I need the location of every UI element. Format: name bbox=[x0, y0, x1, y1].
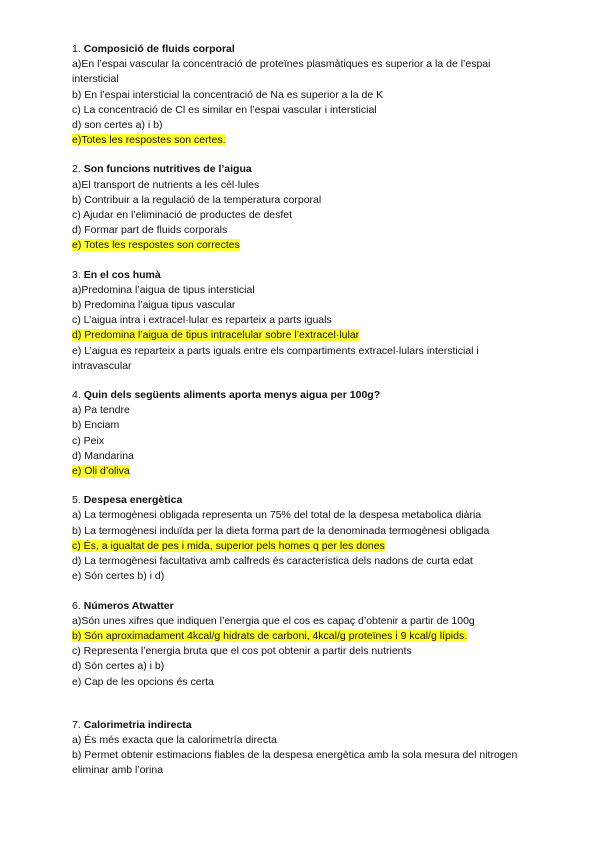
question-title bbox=[72, 388, 528, 403]
question-text: Quin dels següents aliments aporta menys aigua per 100g? bbox=[83, 389, 381, 402]
answer-option: a) La termogènesi obligada representa un 75% del total de la despesa metabolica diària bbox=[72, 509, 482, 522]
question-text: Calorimetria indirecta bbox=[83, 718, 192, 731]
answer-option: c) Ajudar en l’eliminació de productes de desfet bbox=[72, 209, 293, 222]
question-number: 2. bbox=[72, 163, 81, 176]
question-title bbox=[72, 493, 528, 508]
question-4 bbox=[72, 388, 528, 479]
answer-option: e) Són certes b) i d) bbox=[72, 570, 165, 583]
question-number: 5. bbox=[72, 494, 81, 507]
question-title bbox=[72, 268, 528, 283]
question-number: 7. bbox=[72, 718, 81, 731]
question-number: 4. bbox=[72, 389, 81, 402]
answer-option-highlighted: e)Totes les respostes son certes. bbox=[72, 134, 226, 147]
question-text: Números Atwatter bbox=[83, 599, 174, 612]
answer-option-highlighted: e) Oli d’oliva bbox=[72, 465, 130, 478]
answer-option: e) L’aigua es reparteix a parts iguals entre els compartiments extracel·lulars intersticial i intravascular bbox=[72, 344, 479, 372]
question-title bbox=[72, 42, 528, 57]
question-title bbox=[72, 599, 528, 614]
question-text: En el cos humà bbox=[83, 268, 161, 281]
answer-option-highlighted: d) Predomina l’aigua de tipus intracelular sobre l’extracel·lular bbox=[72, 329, 360, 342]
answer-option: b) La termogènesi induïda per la dieta forma part de la denominada termogènesi obligada bbox=[72, 524, 490, 537]
answer-option-highlighted: c) És, a igualtat de pes i mida, superior pels homes q per les dones bbox=[72, 539, 385, 552]
question-title bbox=[72, 718, 528, 733]
answer-option: c) Representa l’energia bruta que el cos pot obtenir a partir dels nutrients bbox=[72, 645, 412, 658]
answer-option: d) Formar part de fluids corporals bbox=[72, 224, 228, 237]
answer-option: b) Permet obtenir estimacions fiables de la despesa energètica amb la sola mesura del nitrogen eliminar amb l’orina bbox=[72, 749, 518, 777]
answer-option: e) Cap de les opcions és certa bbox=[72, 675, 214, 688]
question-text: Despesa energètica bbox=[83, 494, 183, 507]
question-7 bbox=[72, 718, 528, 779]
answer-option-highlighted: b) Són aproximadament 4kcal/g hidrats de carboni, 4kcal/g proteïnes i 9 kcal/g lípids. bbox=[72, 629, 468, 642]
question-title bbox=[72, 162, 528, 177]
question-3 bbox=[72, 268, 528, 374]
spacer bbox=[72, 704, 528, 718]
answer-option: a)El transport de nutrients a les cèl·lules bbox=[72, 178, 260, 191]
answer-option: d) La termogènesi facultativa amb calfreds és característica dels nadons de curta edat bbox=[72, 555, 473, 568]
answer-option: a)En l’espai vascular la concentració de proteïnes plasmàtiques es superior a la de l’espai intersticial bbox=[72, 58, 491, 86]
question-text: Son funcions nutritives de l’aigua bbox=[83, 163, 252, 176]
question-number: 1. bbox=[72, 43, 81, 55]
answer-option-highlighted: e) Totes les respostes son correctes bbox=[72, 239, 240, 252]
question-number: 3. bbox=[72, 268, 81, 281]
answer-option: d) Són certes a) i b) bbox=[72, 660, 165, 673]
question-number: 6. bbox=[72, 599, 81, 612]
answer-option: d) son certes a) i b) bbox=[72, 119, 163, 132]
answer-option: a) Pa tendre bbox=[72, 404, 130, 417]
answer-option: b) Predomina l’aigua tipus vascular bbox=[72, 299, 236, 312]
question-text: Composició de fluids corporal bbox=[83, 43, 235, 55]
answer-option: d) Mandarina bbox=[72, 449, 134, 462]
answer-option: a)Són unes xifres que indiquen l’energia que el cos es capaç d’obtenir a partir de 100g bbox=[72, 614, 475, 627]
answer-option: c) L’aigua intra i extracel·lular es reparteix a parts iguals bbox=[72, 314, 332, 327]
question-6 bbox=[72, 599, 528, 690]
answer-option: b) Enciam bbox=[72, 419, 120, 432]
answer-option: b) Contribuir a la regulació de la temperatura corporal bbox=[72, 193, 322, 206]
answer-option: a) És més exacta que la calorimetría directa bbox=[72, 733, 277, 746]
answer-option: a)Predomina l’aigua de tipus intersticial bbox=[72, 283, 255, 296]
question-2 bbox=[72, 162, 528, 253]
answer-option: c) La concentració de Cl es similar en l’espai vascular i intersticial bbox=[72, 103, 377, 116]
question-5 bbox=[72, 493, 528, 584]
answer-option: b) En l’espai intersticial la concentració de Na es superior a la de K bbox=[72, 88, 384, 101]
answer-option: c) Peix bbox=[72, 434, 105, 447]
question-1 bbox=[72, 42, 528, 148]
